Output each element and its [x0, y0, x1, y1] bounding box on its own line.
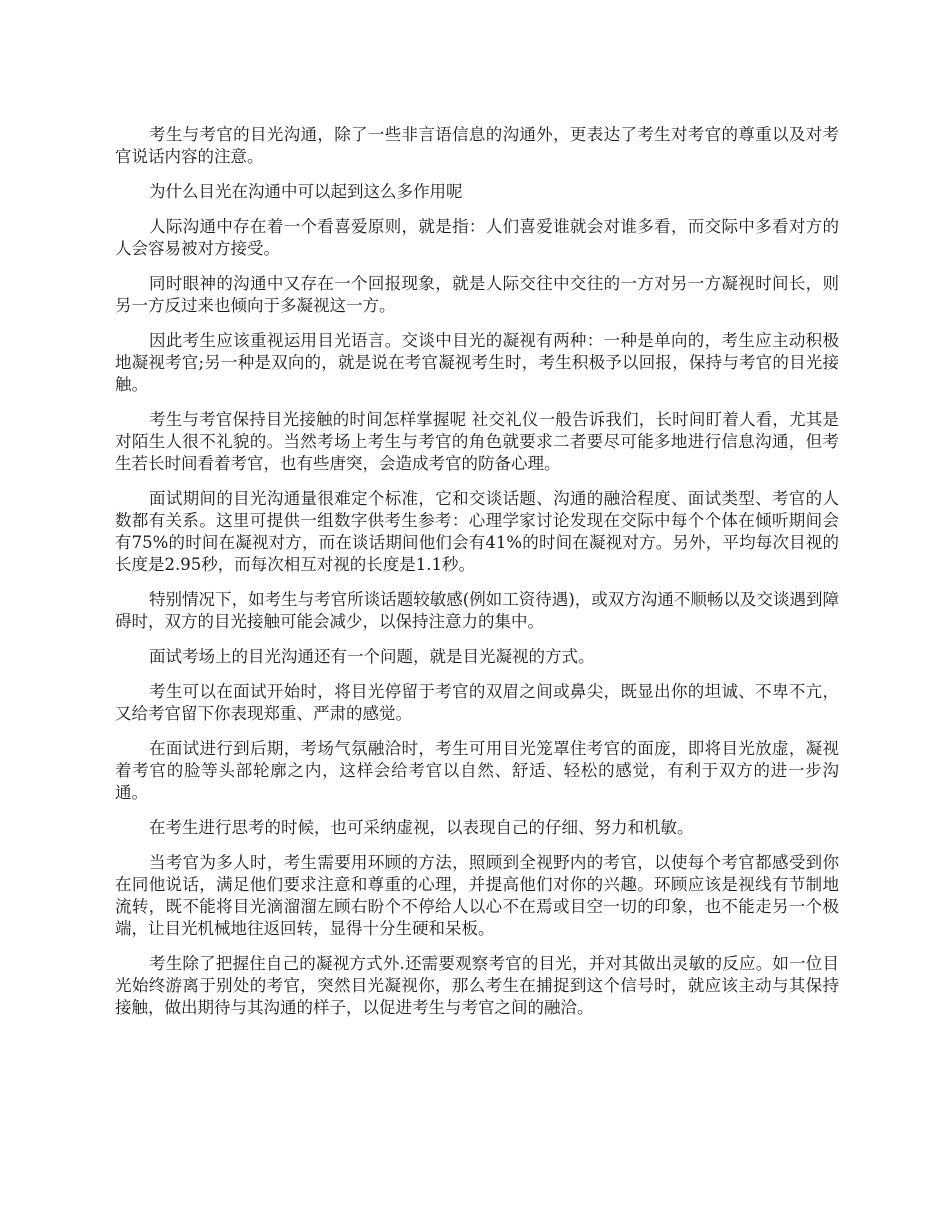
paragraph: 考生除了把握住自己的凝视方式外.还需要观察考官的目光，并对其做出灵敏的反应。如一位目光始终游离于别处的考官，突然目光凝视你，那么考生在捕捉到这个信号时，就应该主动与其保持接触，做出期待与其沟通的样子，以促进考生与考官之间的融洽。: [115, 954, 839, 1017]
paragraph: 考生与考官保持目光接触的时间怎样掌握呢 社交礼仪一般告诉我们，长时间盯着人看，尤其是对陌生人很不礼貌的。当然考场上考生与考官的角色就要求二者要尽可能多地进行信息沟通，但考生若长时间看着考官，也有些唐突，会造成考官的防备心理。: [115, 410, 839, 473]
paragraph: 面试考场上的目光沟通还有一个问题，就是目光凝视的方式。: [149, 647, 595, 666]
paragraph: 面试期间的目光沟通量很难定个标准，它和交谈话题、沟通的融洽程度、面试类型、考官的人数都有关系。这里可提供一组数字供考生参考：心理学家讨论发现在交际中每个个体在倾听期间会有75%的时间在凝视对方，而在谈话期间他们会有41%的时间在凝视对方。另外，平均每次目视的长度是2.95秒，而每次相互对视的长度是1.1秒。: [115, 489, 839, 574]
paragraph: 同时眼神的沟通中又存在一个回报现象，就是人际交往中交往的一方对另一方凝视时间长，则另一方反过来也倾向于多凝视这一方。: [115, 274, 839, 315]
paragraph: 特别情况下，如考生与考官所谈话题较敏感(例如工资待遇)，或双方沟通不顺畅以及交谈遇到障碍时，双方的目光接触可能会减少，以保持注意力的集中。: [115, 590, 839, 631]
paragraph: 在面试进行到后期，考场气氛融洽时，考生可用目光笼罩住考官的面庞，即将目光放虚，凝视着考官的脸等头部轮廓之内，这样会给考官以自然、舒适、轻松的感觉，有利于双方的进一步沟通。: [115, 739, 839, 802]
paragraph: 人际沟通中存在着一个看喜爱原则，就是指：人们喜爱谁就会对谁多看，而交际中多看对方的人会容易被对方接受。: [115, 217, 839, 258]
paragraph: 在考生进行思考的时候，也可采纳虚视，以表现自己的仔细、努力和机敏。: [149, 818, 694, 837]
paragraph: 考生与考官的目光沟通，除了一些非言语信息的沟通外，更表达了考生对考官的尊重以及对考官说话内容的注意。: [115, 125, 839, 166]
paragraph: 因此考生应该重视运用目光语言。交谈中目光的凝视有两种：一种是单向的，考生应主动积极地凝视考官;另一种是双向的，就是说在考官凝视考生时，考生积极予以回报，保持与考官的目光接触。: [115, 331, 839, 394]
paragraph: 考生可以在面试开始时，将目光停留于考官的双眉之间或鼻尖，既显出你的坦诚、不卑不亢，又给考官留下你表现郑重、严肃的感觉。: [115, 682, 839, 723]
document-page: [115, 124, 839, 1032]
paragraph: 当考官为多人时，考生需要用环顾的方法，照顾到全视野内的考官，以使每个考官都感受到你在同他说话，满足他们要求注意和尊重的心理，并提高他们对你的兴趣。环顾应该是视线有节制地流转，既不能将目光滴溜溜左顾右盼个不停给人以心不在焉或目空一切的印象，也不能走另一个极端，让目光机械地往返回转，显得十分生硬和呆板。: [115, 853, 839, 938]
paragraph: 为什么目光在沟通中可以起到这么多作用呢: [149, 182, 463, 201]
